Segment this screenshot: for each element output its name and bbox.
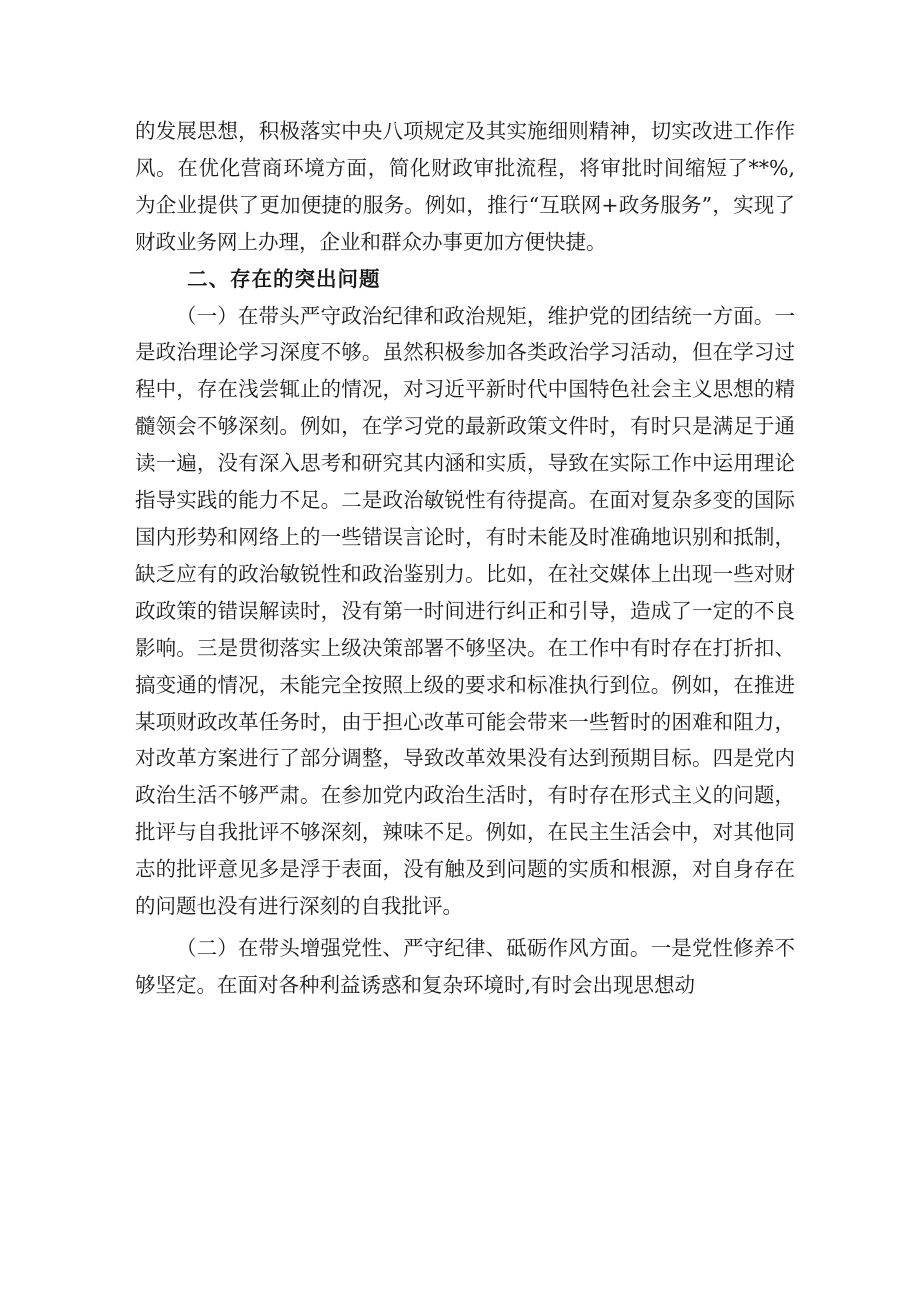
section-heading: 二、存在的突出问题: [187, 266, 381, 291]
document-body: [135, 113, 795, 1004]
paragraph-subsection-one: （一）在带头严守政治纪律和政治规矩，维护党的团结统一方面。一是政治理论学习深度不够。虽然积极参加各类政治学习活动，但在学习过程中，存在浅尝辄止的情况，对习近平新时代中国特色社会主义思想的精髓领会不够深刻。例如，在学习党的最新政策文件时，有时只是满足于通读一遍，没有深入思考和研究其内涵和实质，导致在实际工作中运用理论指导实践的能力不足。二是政治敏锐性有待提高。在面对复杂多变的国际国内形势和网络上的一些错误言论时，有时未能及时准确地识别和抵制，缺乏应有的政治敏锐性和政治鉴别力。比如，在社交媒体上出现一些对财政政策的错误解读时，没有第一时间进行纠正和引导，造成了一定的不良影响。三是贯彻落实上级决策部署不够坚决。在工作中有时存在打折扣、搞变通的情况，未能完全按照上级的要求和标准执行到位。例如，在推进某项财政改革任务时，由于担心改革可能会带来一些暂时的困难和阻力，对改革方案进行了部分调整，导致改革效果没有达到预期目标。四是党内政治生活不够严肃。在参加党内政治生活时，有时存在形式主义的问题，批评与自我批评不够深刻，辣味不足。例如，在民主生活会中，对其他同志的批评意见多是浮于表面，没有触及到问题的实质和根源，对自身存在的问题也没有进行深刻的自我批评。: [135, 303, 795, 919]
paragraph-subsection-two: （二）在带头增强党性、严守纪律、砥砺作风方面。一是党性修养不够坚定。在面对各种利益诱惑和复杂环境时,有时会出现思想动: [135, 935, 795, 997]
paragraph-intro-continuation: 的发展思想，积极落实中央八项规定及其实施细则精神，切实改进工作作风。在优化营商环境方面，简化财政审批流程，将审批时间缩短了**%,为企业提供了更加便捷的服务。例如，推行“互联网+政务服务”，实现了财政业务网上办理，企业和群众办事更加方便快捷。: [135, 119, 795, 254]
